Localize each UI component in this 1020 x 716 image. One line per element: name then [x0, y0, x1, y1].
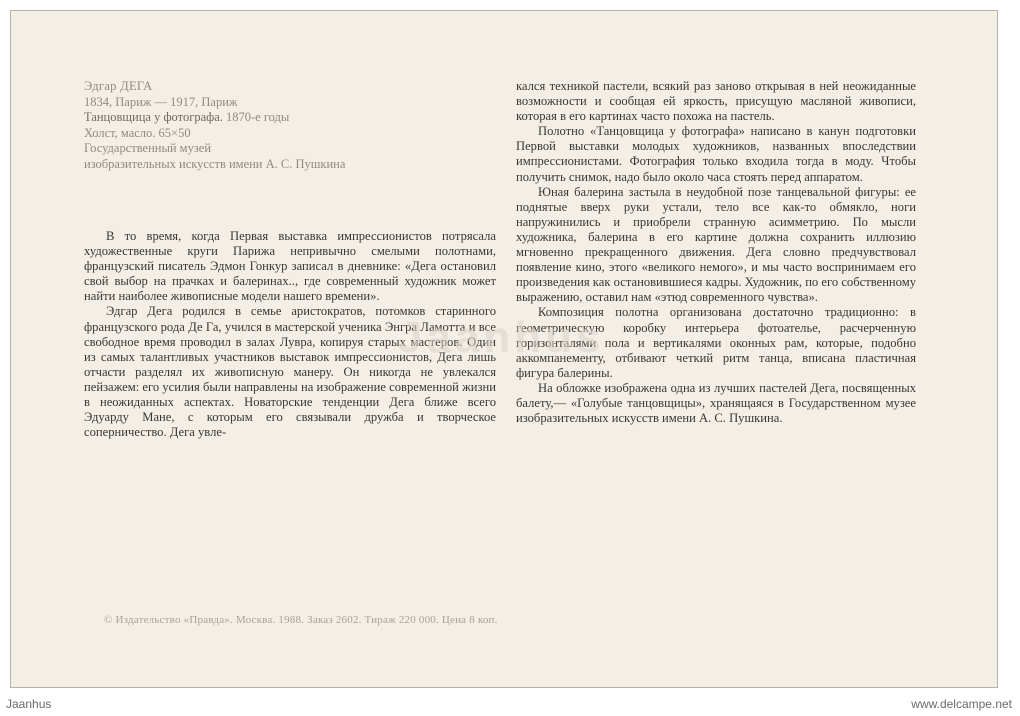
watermark: Jaanhus	[398, 313, 605, 362]
museum-line-1: Государственный музей	[84, 141, 212, 155]
paragraph-continuation: кался техникой пастели, всякий раз заново открывая в ней неожиданные возможности и сообщая ей яркость, присущую масляной живописи, которая в его картинах часто похожа на пастель.	[516, 79, 916, 124]
paragraph: Эдгар Дега родился в семье аристократов, потомков старинного французского рода Де Га, учился в мастерской ученика Энгра Ламотта и все свободное время проводил в залах Лувра, копируя старых мастеров. Один из самых талантливых участников выставок импрессионистов, Дега лишь отчасти разделял их живописную манеру. Он никогда не увлекался пейзажем: его усилия были направлены на изображение современной жизни в неожиданных аспектах. Новаторские тенденции Дега ближе всего Эдуарду Мане, с которым его связывали дружба и творческое соперничество. Дега увле-	[84, 304, 496, 440]
artist-dates: 1834, Париж — 1917, Париж	[84, 94, 238, 109]
publisher-imprint: © Издательство «Правда». Москва. 1988. Заказ 2602. Тираж 220 000. Цена 8 коп.	[104, 614, 498, 626]
right-text-column	[516, 79, 916, 426]
site-credit: www.delcampe.net	[911, 697, 1012, 711]
artwork-medium: Холст, масло. 65×50	[84, 125, 191, 140]
paragraph: Композиция полотна организована достаточно традиционно: в геометрическую коробку интерьера фотоателье, расчерченную горизонталями пола и вертикалями оконных рам, которые, подобно аккомпанементу, отбивают четкий ритм танца, вписана пластичная фигура балерины.	[516, 305, 916, 380]
paragraph: Юная балерина застыла в неудобной позе танцевальной фигуры: ее поднятые вверх руки устали, тело все как-то обмякло, ноги напружинились и приобрели странную асимметрию. По мысли художника, балерина в его картине должна сохранить иллюзию мгновенно прекращенного движения. Дега словно предчувствовал появление кино, этого «великого немого», и мы часто воспринимаем его произведения как остановившиеся кадры. Художник, по его собственному выражению, оставил нам «этюд современного чувства».	[516, 184, 916, 305]
museum-line-2: изобразительных искусств имени А. С. Пушкина	[84, 156, 346, 171]
artwork-title-line	[84, 110, 345, 126]
paragraph: Полотно «Танцовщица у фотографа» написано в канун подготовки Первой выставки молодых художников, названных впоследствии импрессионистами. Фотография только входила тогда в моду. Чтобы получить снимок, надо было около часа стоять перед аппаратом.	[516, 124, 916, 184]
artwork-title: Танцовщица у фотографа.	[84, 110, 223, 124]
artist-name: Эдгар ДЕГА	[84, 79, 153, 93]
paragraph: На обложке изображена одна из лучших пастелей Дега, посвященных балету,— «Голубые танцовщицы», хранящаяся в Государственном музее изобразительных искусств имени А. С. Пушкина.	[516, 380, 916, 426]
artwork-caption	[84, 79, 345, 172]
paragraph: В то время, когда Первая выставка импрессионистов потрясала художественные круги Парижа непривычно смелыми полотнами, французский писатель Эдмон Гонкур записал в дневнике: «Дега остановил свой выбор на прачках и балеринах.., где современный художник может найти наиболее живописные модели нашего времени».	[84, 229, 496, 304]
artwork-years: 1870-е годы	[222, 110, 290, 124]
seller-credit: Jaanhus	[6, 697, 52, 711]
